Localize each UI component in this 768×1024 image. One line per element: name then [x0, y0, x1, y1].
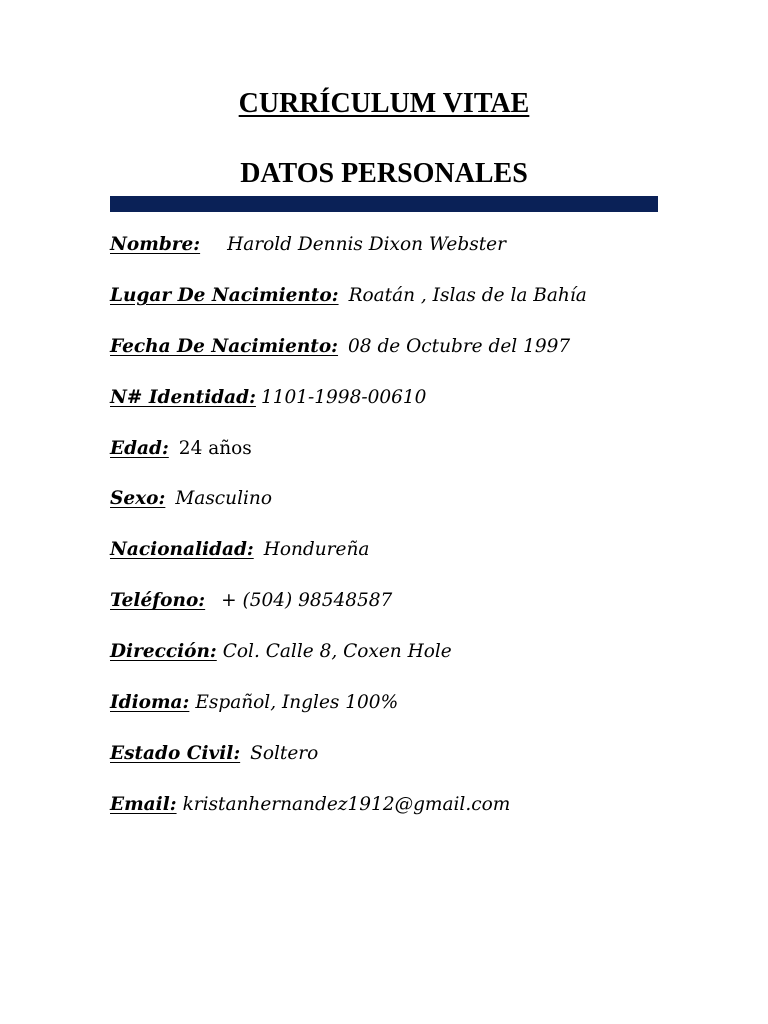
section-title: DATOS PERSONALES	[240, 158, 528, 189]
field-email	[110, 792, 710, 843]
field-identidad	[110, 385, 710, 436]
field-telefono	[110, 588, 710, 639]
field-lugar-nacimiento	[110, 283, 710, 334]
field-value: + (504) 98548587	[221, 590, 393, 612]
field-label: Nacionalidad:	[110, 539, 254, 561]
field-value: Soltero	[250, 742, 319, 764]
document-title: CURRÍCULUM VITAE	[238, 88, 530, 119]
field-value: Col. Calle 8, Coxen Hole	[222, 641, 452, 663]
field-value: Hondureña	[263, 539, 370, 561]
field-label: Email:	[110, 793, 177, 815]
field-label: Idioma:	[110, 692, 190, 714]
field-value: 24 años	[178, 437, 252, 459]
field-value: 08 de Octubre del 1997	[348, 335, 571, 357]
field-nacionalidad	[110, 537, 710, 588]
field-value: Harold Dennis Dixon Webster	[227, 234, 506, 255]
field-value: Roatán , Islas de la Bahía	[348, 284, 587, 306]
field-edad	[110, 436, 710, 487]
field-label: Fecha De Nacimiento:	[110, 335, 339, 357]
field-label: Dirección:	[110, 641, 217, 663]
field-value: Masculino	[175, 488, 272, 510]
field-label: Sexo:	[110, 488, 166, 510]
personal-data-list	[110, 232, 710, 843]
field-label: Edad:	[110, 437, 169, 459]
field-sexo	[110, 486, 710, 537]
field-label: Nombre:	[110, 234, 201, 255]
field-label: Estado Civil:	[110, 742, 241, 764]
field-nombre	[110, 232, 710, 283]
field-idioma	[110, 690, 710, 741]
field-value: kristanhernandez1912@gmail.com	[182, 793, 511, 815]
field-value: Español, Ingles 100%	[195, 692, 399, 714]
section-divider	[110, 196, 658, 212]
field-label: Lugar De Nacimiento:	[110, 284, 339, 306]
field-label: N# Identidad:	[110, 386, 256, 408]
field-fecha-nacimiento	[110, 334, 710, 385]
field-label: Teléfono:	[110, 590, 206, 612]
field-value: 1101-1998-00610	[260, 386, 427, 408]
field-estado-civil	[110, 741, 710, 792]
field-direccion	[110, 639, 710, 690]
